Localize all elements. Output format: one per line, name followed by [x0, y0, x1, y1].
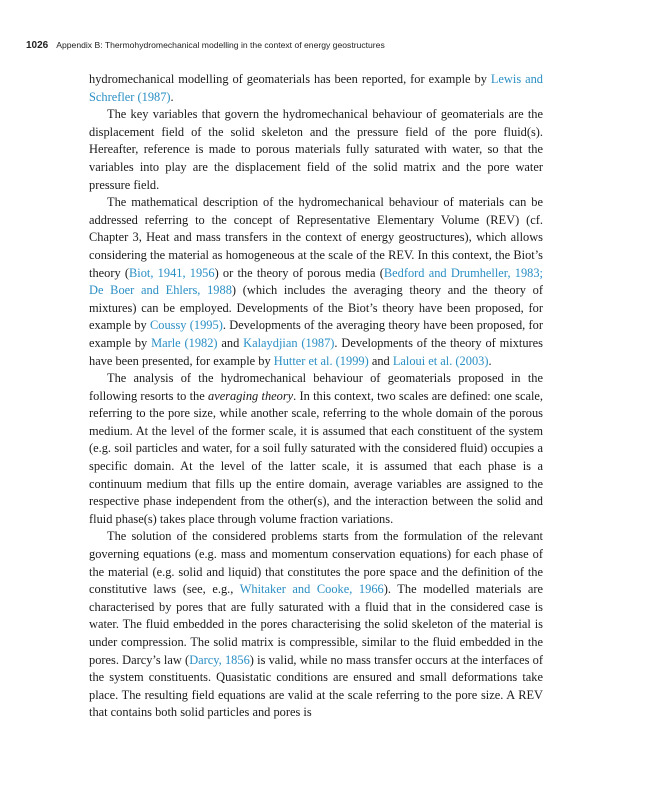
citation-link[interactable]: Coussy (1995)	[149, 318, 223, 333]
citation-link[interactable]: Hutter et al. (1999)	[273, 353, 369, 368]
running-title: Appendix B: Thermohydromechanical modelling in the context of energy geostructures	[56, 40, 385, 50]
citation-link[interactable]: Marle (1982)	[151, 335, 218, 350]
paragraph-1	[89, 71, 543, 106]
text-run: ). The modelled materials are characterised by pores that are fully saturated with a fluid that in the considered case is water. The fluid embedded in the pores characterising the solid skeleton of the material is under compression. The solid matrix is compressible, similar to the fluid embedded in the pores. Darcy’s law (	[89, 582, 543, 667]
text-run: The key variables that govern the hydromechanical behaviour of geomaterials are the displacement field of the solid skeleton and the pressure field of the pore fluid(s). Hereafter, reference is made to porous materials fully saturated with water, so that the variables into play are the displacement field of the solid matrix and the pore water pressure field.	[89, 107, 543, 192]
text-run: and	[368, 353, 393, 368]
text-run: . Developments of the theory of mixtures have been presented, for example by	[89, 335, 544, 368]
paragraph-5	[89, 528, 543, 722]
text-run: and	[217, 335, 244, 350]
citation-link[interactable]: Bedford and Drumheller, 1983; De Boer and Ehlers, 1988	[89, 265, 543, 298]
text-run: . Developments of the averaging theory have been proposed, for example by	[89, 318, 543, 350]
paragraph-4	[89, 370, 543, 528]
paragraph-3	[89, 194, 543, 370]
text-run: .	[488, 353, 492, 368]
citation-link[interactable]: Whitaker and Cooke, 1966	[239, 582, 384, 597]
emphasis-text: averaging theory	[208, 388, 294, 403]
citation-link[interactable]: Kalaydjian (1987)	[243, 335, 335, 350]
text-run: The mathematical description of the hydromechanical behaviour of materials can be addressed referring to the concept of Representative Elementary Volume (REV) (cf. Chapter 3, Heat and mass transfers in the context of energy geostructures), which allows considering the material as homogeneous at the scale of the REV. In this context, the Biot’s theory (	[89, 195, 543, 280]
page-number: 1026	[26, 40, 49, 51]
text-run: hydromechanical modelling of geomaterials has been reported, for example by	[89, 72, 491, 86]
text-run: ) is valid, while no mass transfer occurs at the interfaces of the system constituents. Quasistatic conditions are ensured and small deformations take place. The resulting field equations are valid at the scale referring to the pore size. A REV that contains both solid particles and pores is	[89, 652, 543, 720]
running-header	[26, 40, 586, 51]
citation-link[interactable]: Lewis and Schrefler (1987)	[89, 72, 543, 104]
text-run: ) or the theory of porous media (	[214, 265, 384, 280]
text-run: The analysis of the hydromechanical behaviour of geomaterials proposed in the following resorts to the	[89, 371, 543, 403]
text-run: .	[170, 89, 174, 104]
paragraph-2	[89, 106, 543, 194]
citation-link[interactable]: Biot, 1941, 1956	[129, 265, 215, 280]
citation-link[interactable]: Laloui et al. (2003)	[392, 353, 489, 368]
text-run: . In this context, two scales are defined: one scale, referring to the pore size, while another scale, referring to the whole domain of the porous medium. At the level of the former scale, it is assumed that each constituent of the system (e.g. soil particles and water, for a soil fully saturated with the considered fluid) occupies a specific domain. At the level of the latter scale, it is assumed that each phase is a continuum medium that fills up the entire domain, average variables are assigned to the respective phase independent from the other(s), and the interaction between the solid and fluid phase(s) takes place through volume fraction variations.	[89, 388, 543, 526]
text-run: The solution of the considered problems starts from the formulation of the relevant governing equations (e.g. mass and momentum conservation equations) for each phase of the material (e.g. solid and liquid) that constitutes the pore space and the definition of the constitutive laws (see, e.g.,	[89, 529, 543, 597]
text-run: ) (which includes the averaging theory and the theory of mixtures) can be employed. Developments of the Biot’s theory have been proposed, for example by	[89, 283, 543, 333]
citation-link[interactable]: Darcy, 1856	[189, 652, 250, 667]
body-text	[89, 71, 543, 722]
